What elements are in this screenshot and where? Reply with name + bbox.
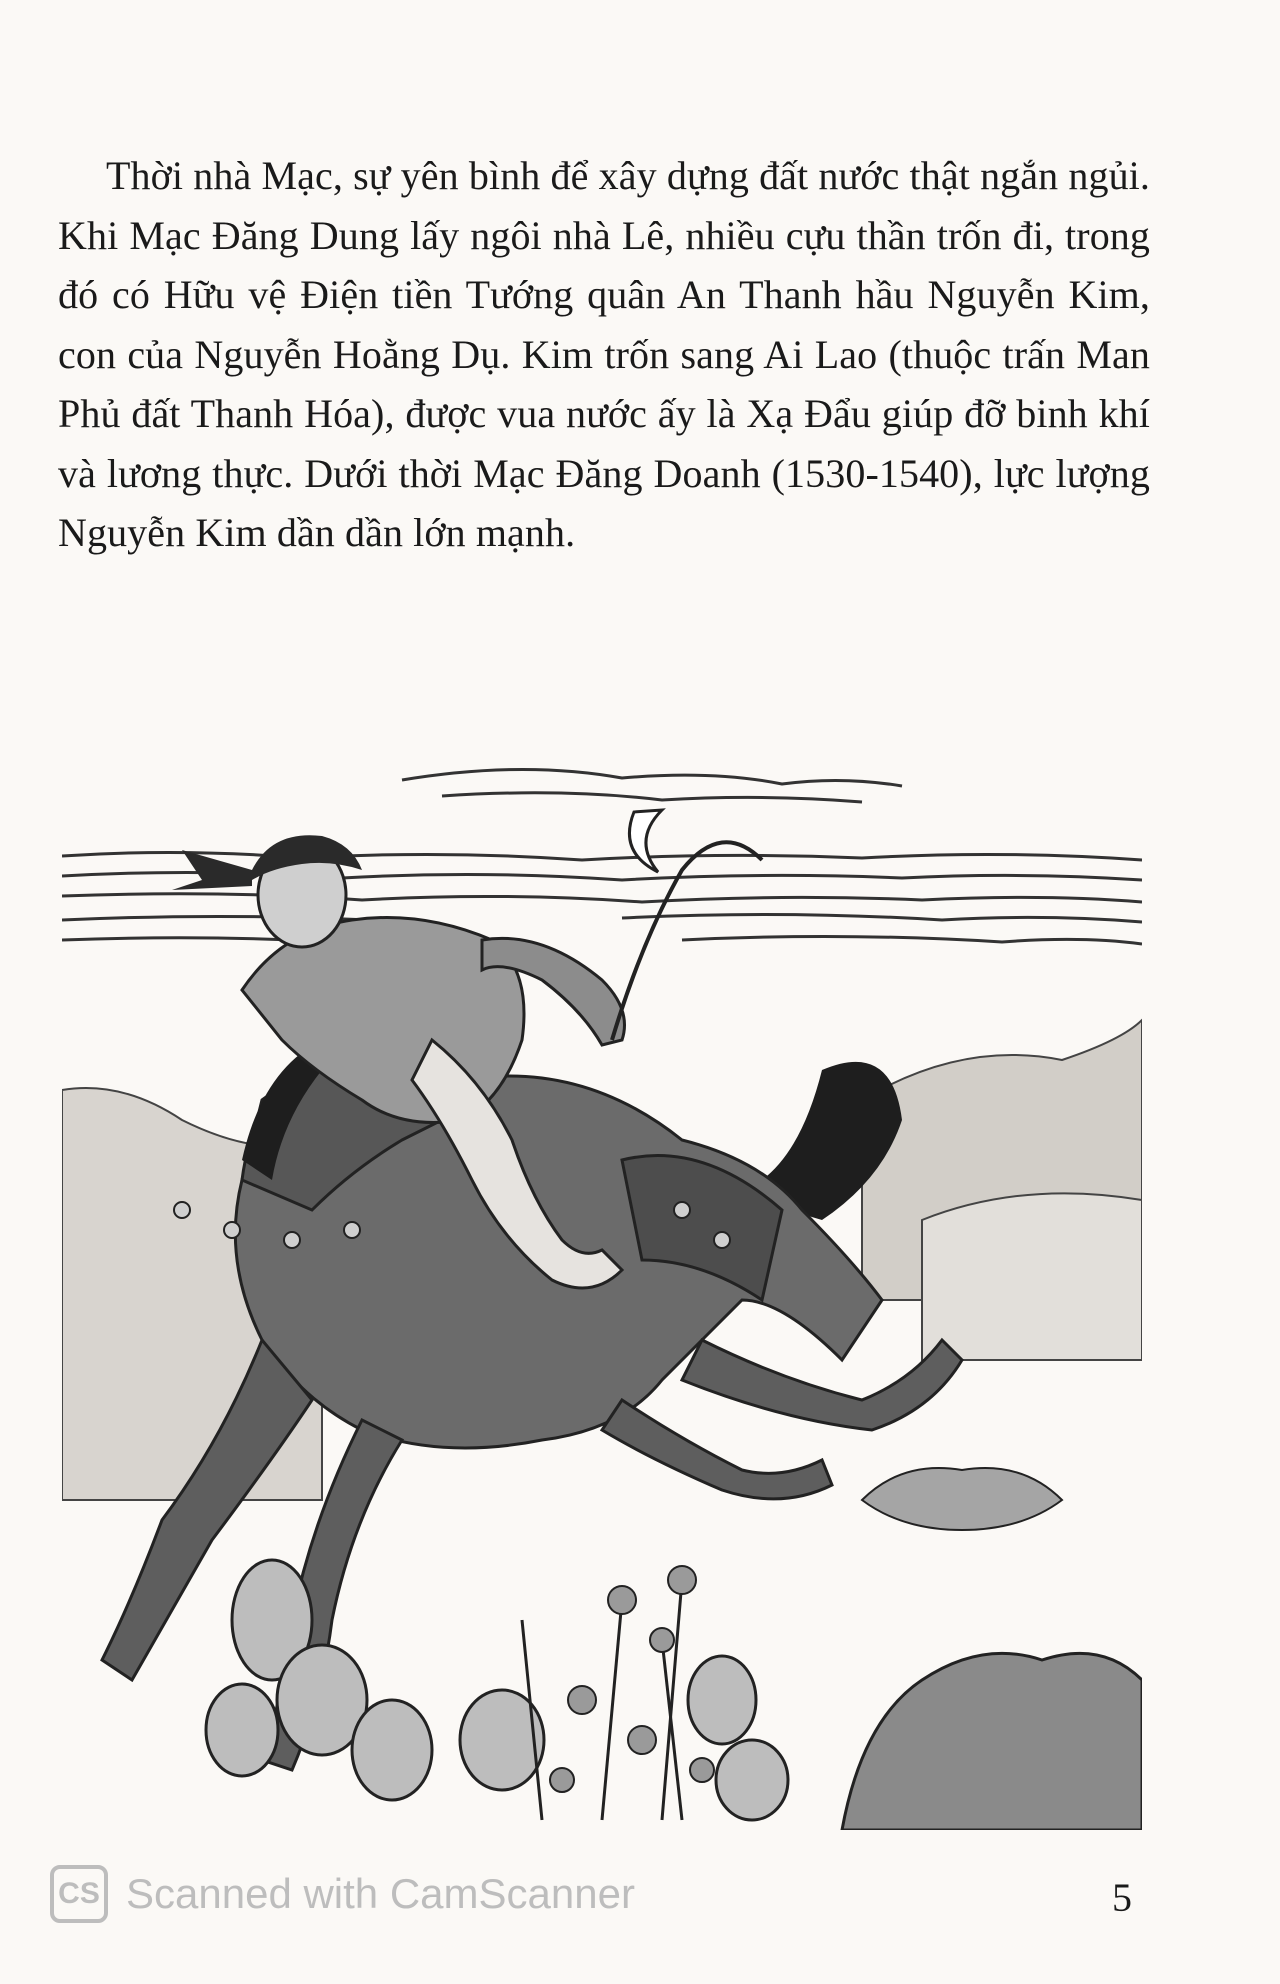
camscanner-watermark-text: Scanned with CamScanner bbox=[126, 1870, 635, 1917]
camscanner-logo: CS bbox=[50, 1865, 108, 1923]
body-paragraph: Thời nhà Mạc, sự yên bình để xây dựng đất nước thật ngắn ngủi. Khi Mạc Đăng Dung lấy ngôi nhà Lê, nhiều cựu thần trốn đi, trong đó có Hữu vệ Điện tiền Tướng quân An Thanh hầu Nguyễn Kim, con của Nguyễn Hoằng Dụ. Kim trốn sang Ai Lao (thuộc trấn Man Phủ đất Thanh Hóa), được vua nước ấy là Xạ Đẩu giúp đỡ binh khí và lương thực. Dưới thời Mạc Đăng Doanh (1530-1540), lực lượng Nguyễn Kim dần dần lớn mạnh. bbox=[58, 153, 1150, 555]
illustration-rider-on-horse bbox=[62, 740, 1142, 1830]
page-number: 5 bbox=[1112, 1875, 1132, 1920]
